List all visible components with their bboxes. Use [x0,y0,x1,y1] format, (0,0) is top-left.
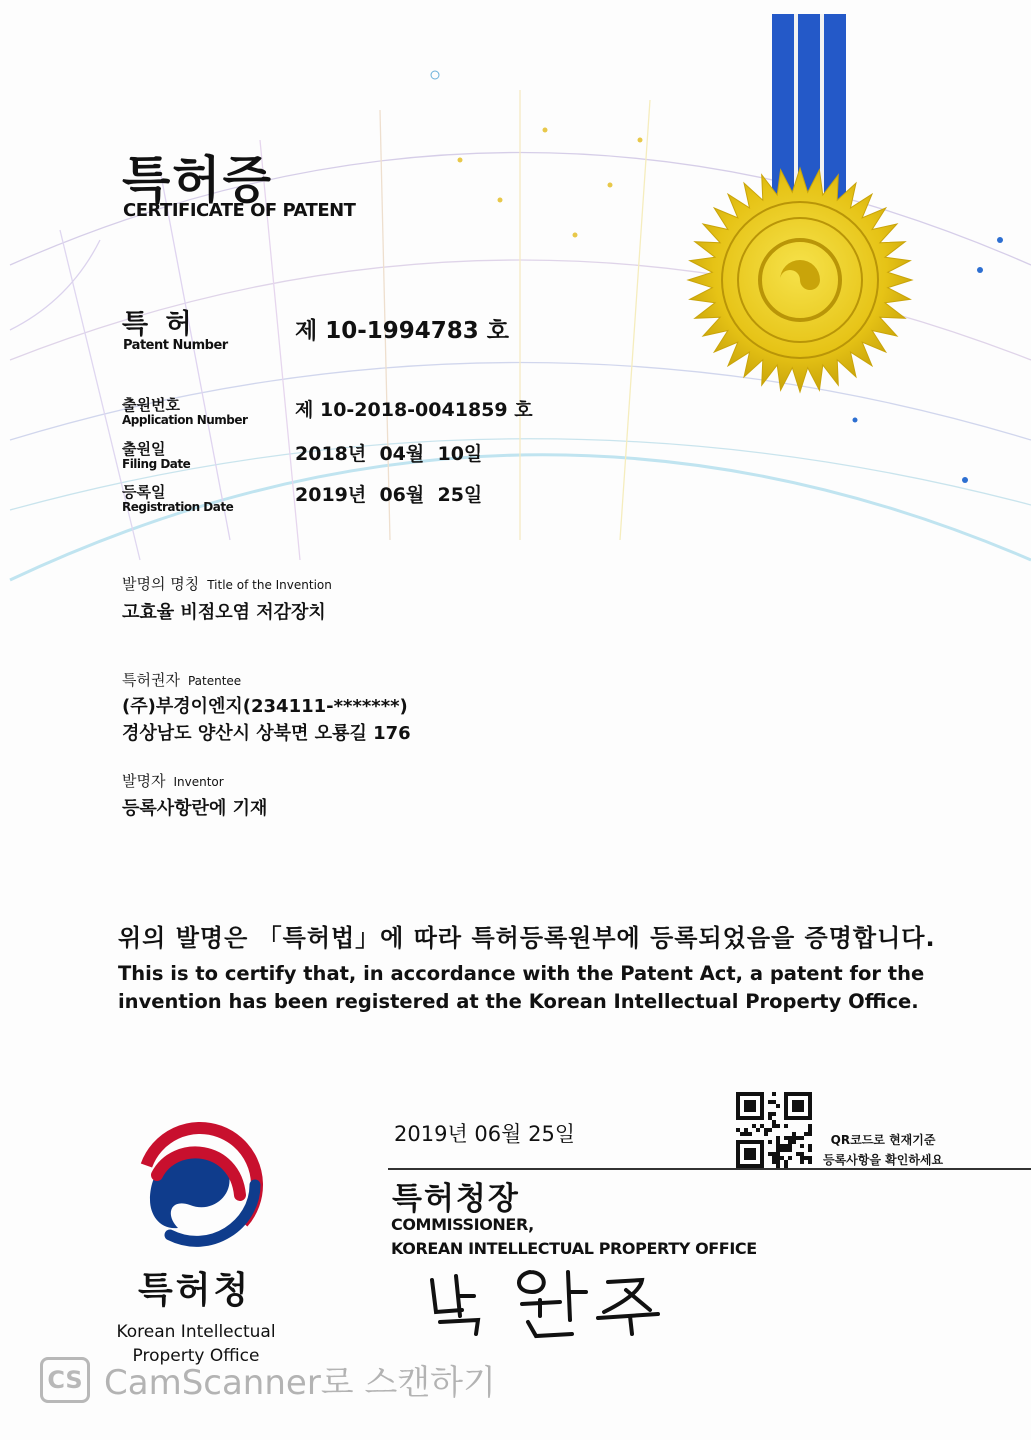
qr-note [823,1130,943,1170]
application-number-value: 제 10-2018-0041859 호 [295,399,533,421]
gold-seal-icon [688,168,912,392]
filing-date-value: 2018년 04월 10일 [295,443,483,465]
certification-text-ko: 위의 발명은 「특허법」에 따라 특허등록원부에 등록되었음을 증명합니다. [118,924,936,952]
registration-date-label-en: Registration Date [122,500,234,514]
qr-note-line1: QR코드로 현재기준 [830,1133,936,1147]
patentee-label-ko: 특허권자 [122,671,180,689]
invention-title-label-en: Title of the Invention [207,578,332,592]
decor-dot [431,71,439,79]
commissioner-title-en-line1: COMMISSIONER, [391,1215,534,1234]
inventor-value: 등록사항란에 기재 [122,798,268,819]
decor-dot [458,158,463,163]
decor-dot [853,418,858,423]
commissioner-title-ko: 특허청장 [392,1181,520,1217]
office-name-en-line2: Property Office [132,1346,260,1366]
decor-dot [498,198,503,203]
application-number-label-en: Application Number [122,413,248,427]
signature-divider [388,1168,1031,1170]
commissioner-signature [432,1272,658,1336]
patentee-label-en: Patentee [187,674,242,688]
patentee-address: 경상남도 양산시 상북면 오룡길 176 [122,723,411,744]
invention-title-label-ko: 발명의 명칭 [122,575,200,593]
camscanner-logo-icon: CS [40,1357,90,1403]
patent-number-label-ko: 특 허 [122,309,196,340]
decor-dot [573,233,578,238]
application-number-label-ko: 출원번호 [122,396,180,414]
invention-title-value: 고효율 비점오염 저감장치 [122,602,326,623]
patentee-label [122,669,241,690]
camscanner-watermark [40,1355,496,1404]
office-name-en-line1: Korean Intellectual [116,1322,276,1342]
certificate-title-en: CERTIFICATE OF PATENT [123,200,356,221]
patentee-name: (주)부경이엔지(234111-*******) [122,696,408,717]
camscanner-watermark-text: CamScanner로 스캔하기 [104,1363,496,1403]
patent-number-label-en: Patent Number [123,338,228,353]
patent-number-value: 제 10-1994783 호 [295,318,510,344]
registration-date-value: 2019년 06월 25일 [295,484,483,506]
decor-dot [638,138,643,143]
commissioner-title-en-line2: KOREAN INTELLECTUAL PROPERTY OFFICE [391,1239,757,1258]
inventor-label [122,770,224,791]
inventor-label-ko: 발명자 [122,772,166,790]
filing-date-label-en: Filing Date [122,457,191,471]
office-name-ko: 특허청 [138,1270,252,1311]
decor-dot [977,267,983,273]
qr-note-line2: 등록사항을 확인하세요 [823,1153,944,1167]
registration-date-label-ko: 등록일 [122,483,166,501]
inventor-label-en: Inventor [173,775,224,789]
filing-date-label-ko: 출원일 [122,440,166,458]
certificate-title-ko: 특허증 [122,151,273,209]
commissioner-title-en [391,1213,757,1261]
decor-dot [962,477,968,483]
decor-dot [543,128,548,133]
decor-dot [608,183,613,188]
kipo-logo-icon [127,1112,273,1258]
certification-text-en: This is to certify that, in accordance with the Patent Act, a patent for the invention has been registered at the Korean Intellectual Property Office. [118,962,925,1013]
invention-title-label [122,573,332,594]
qr-code[interactable] [736,1092,812,1168]
issue-date: 2019년 06월 25일 [394,1122,576,1146]
decor-dot [997,237,1003,243]
